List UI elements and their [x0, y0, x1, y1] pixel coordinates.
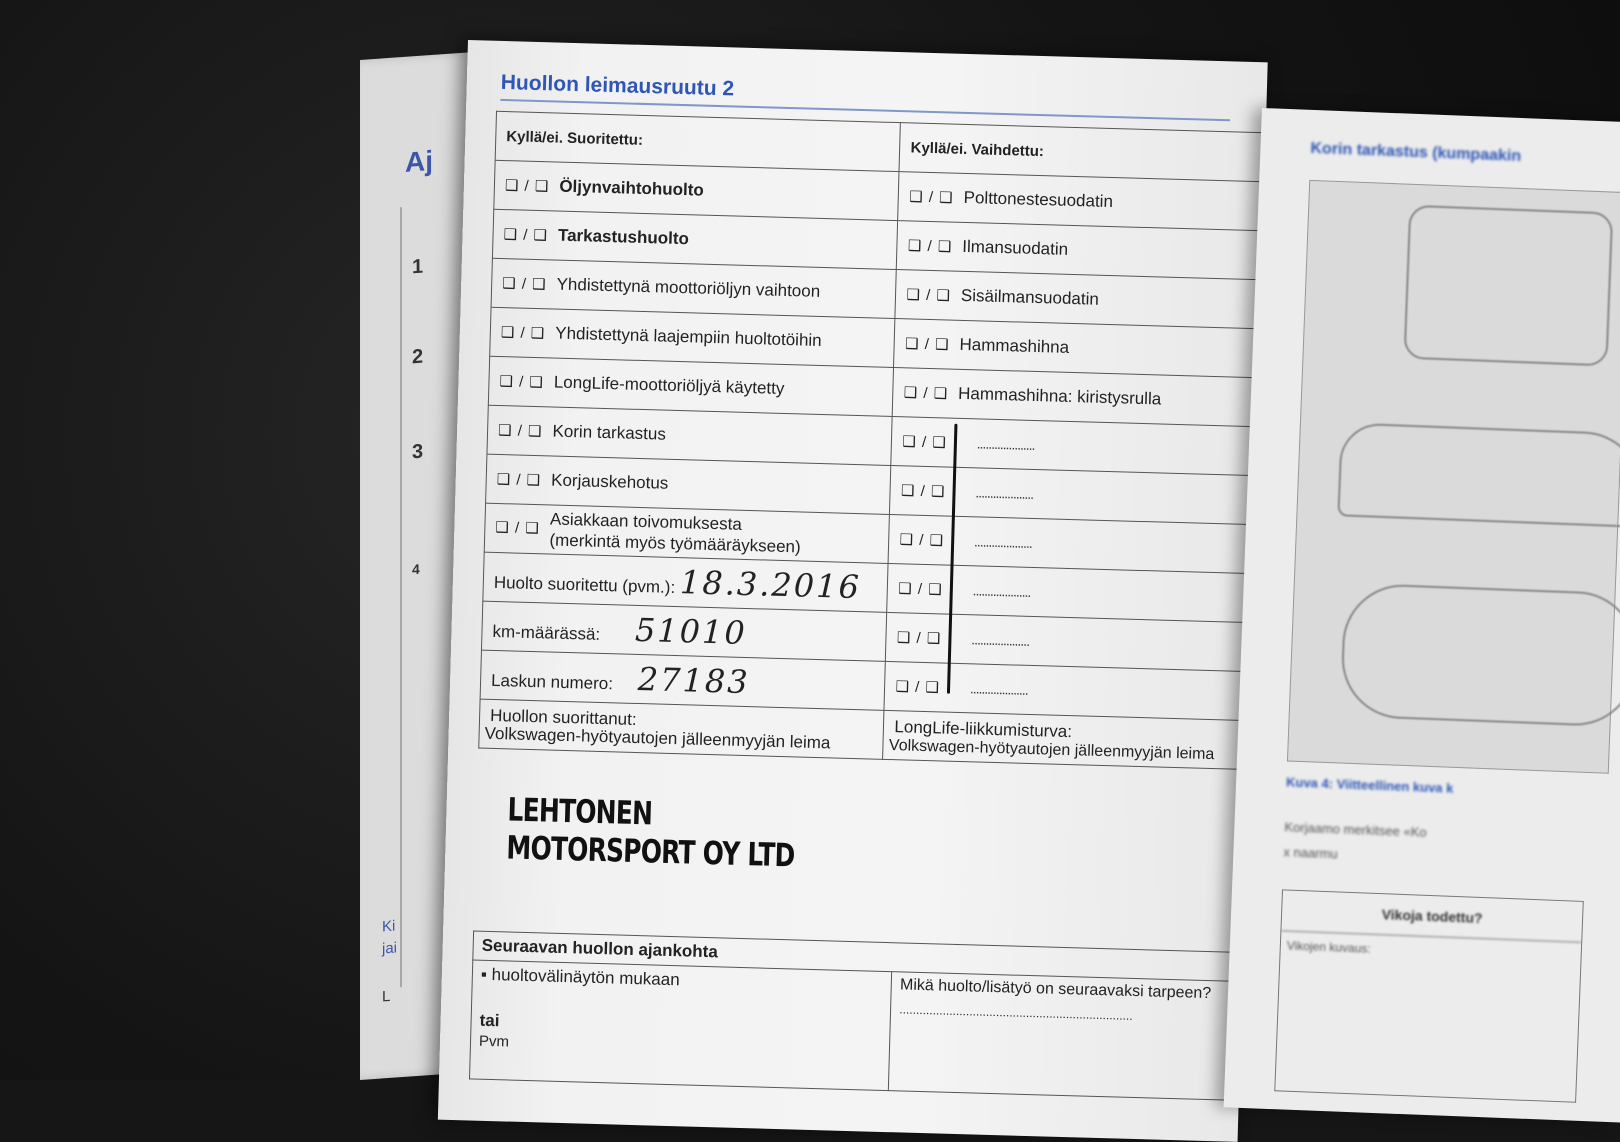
- performed-by-label: Huollon suorittanut:: [489, 705, 637, 729]
- dealer-stamp: LEHTONEN MOTORSPORT OY LTD: [505, 790, 796, 875]
- next-service-left: [469, 960, 891, 1091]
- checkbox-pair[interactable]: ❑ / ❑: [898, 580, 943, 599]
- checkbox-pair[interactable]: ❑ / ❑: [909, 188, 954, 207]
- checkbox-pair[interactable]: ❑ / ❑: [503, 226, 549, 245]
- checkbox-pair[interactable]: ❑ / ❑: [504, 177, 550, 196]
- diagram-caption: Kuva 4: Viitteellinen kuva k: [1285, 774, 1454, 796]
- next-service-table: [469, 930, 1243, 1100]
- service-date-label: Huolto suoritettu (pvm.):: [493, 572, 676, 597]
- left-page-footer: Ki: [382, 917, 396, 936]
- checkbox-pair[interactable]: ❑ / ❑: [495, 519, 541, 538]
- checkbox-pair[interactable]: ❑ / ❑: [500, 324, 546, 343]
- item-label: Asiakkaan toivomuksesta: [549, 509, 743, 534]
- checkbox-pair[interactable]: ❑ / ❑: [499, 373, 545, 392]
- item-label: Öljynvaihtohuolto: [559, 176, 705, 200]
- van-rear-view: [1403, 205, 1613, 367]
- left-page-heading: Aj: [405, 144, 433, 178]
- invoice-label: Laskun numero:: [490, 670, 614, 694]
- left-page-footer: L: [382, 987, 391, 1006]
- next-service-right: [889, 972, 1242, 1101]
- next-service-option: huoltovälinäytön mukaan: [491, 965, 680, 990]
- defects-box-header: Vikoja todettu?: [1281, 890, 1582, 942]
- longlife-cell: [883, 710, 1249, 769]
- checkbox-pair[interactable]: ❑ / ❑: [906, 286, 952, 305]
- next-service-or: tai: [479, 1010, 500, 1031]
- tab-number: 3: [412, 440, 424, 464]
- defects-box-description: Vikojen kuvaus:: [1286, 938, 1371, 956]
- tab-number: 2: [412, 345, 424, 369]
- checkbox-pair[interactable]: ❑ / ❑: [904, 335, 950, 354]
- service-date-handwritten[interactable]: 18.3.2016: [679, 563, 862, 607]
- checkbox-pair[interactable]: ❑ / ❑: [900, 482, 946, 501]
- left-page-tabs: [400, 204, 442, 987]
- blank-line: ....................: [972, 582, 1031, 600]
- km-handwritten[interactable]: 51010: [634, 610, 748, 653]
- blank-line: ....................: [976, 435, 1035, 453]
- dealer-stamp-label-right: Volkswagen-hyötyautojen jälleenmyyjän leima: [888, 737, 1215, 764]
- checkbox-pair[interactable]: ❑ / ❑: [895, 678, 941, 697]
- left-page-footer: jai: [382, 939, 398, 958]
- next-service-date-label: Pvm: [478, 1032, 510, 1051]
- invoice-handwritten[interactable]: 27183: [637, 659, 751, 702]
- checkbox-pair[interactable]: ❑ / ❑: [497, 421, 543, 441]
- item-label: Ilmansuodatin: [962, 236, 1069, 259]
- checkbox-pair[interactable]: ❑ / ❑: [903, 384, 949, 403]
- checkbox-pair[interactable]: ❑ / ❑: [496, 470, 542, 490]
- page-title: Huollon leimausruutu 2: [500, 70, 735, 101]
- performed-by-cell: [479, 699, 885, 875]
- checkbox-pair[interactable]: ❑ / ❑: [902, 433, 948, 452]
- service-table: [478, 111, 1266, 875]
- vehicle-diagram: [1287, 180, 1620, 774]
- item-label: LongLife-moottoriöljyä käytetty: [553, 372, 785, 398]
- checkbox-pair[interactable]: ❑ / ❑: [899, 531, 945, 550]
- van-top-view: [1340, 583, 1620, 728]
- item-label: Yhdistettynä moottoriöljyn vaihtoon: [556, 274, 821, 301]
- item-label: (merkintä myös työmääräykseen): [549, 530, 801, 557]
- next-service-question: Mikä huolto/lisätyö on seuraavaksi tarpeen?: [899, 976, 1212, 1003]
- right-page-note: x naarmu: [1283, 844, 1338, 862]
- blank-line: ....................: [969, 680, 1028, 698]
- blank-line: ....................: [973, 533, 1033, 551]
- item-label: Korin tarkastus: [552, 421, 667, 444]
- right-page-title: Korin tarkastus (kumpaakin: [1310, 139, 1522, 165]
- service-stamp-page: [438, 40, 1268, 1142]
- tab-number: 1: [412, 255, 424, 279]
- next-service-title: Seuraavan huollon ajankohta: [473, 931, 1243, 981]
- longlife-label: LongLife-liikkumisturva:: [894, 717, 1073, 742]
- defects-box: [1274, 889, 1584, 1102]
- item-label: Polttonestesuodatin: [963, 187, 1114, 212]
- blank-line: ....................: [971, 631, 1030, 649]
- item-label: Tarkastushuolto: [557, 225, 690, 249]
- blank-line: ....................: [975, 484, 1034, 502]
- van-side-view: [1337, 422, 1620, 528]
- tab-number: 4: [412, 560, 420, 578]
- item-label: Sisäilmansuodatin: [960, 285, 1100, 309]
- checkbox-pair[interactable]: ❑ / ❑: [907, 237, 953, 256]
- right-page: [1224, 108, 1620, 1123]
- header-performed: Kyllä/ei. Suoritettu:: [495, 111, 901, 171]
- item-label: Hammashihna: [959, 334, 1070, 357]
- header-replaced: Kyllä/ei. Vaihdettu:: [899, 123, 1265, 182]
- checkbox-pair[interactable]: ❑ / ❑: [501, 275, 547, 294]
- checkbox-icon[interactable]: ▪: [480, 964, 488, 984]
- next-service-dots: ......................................................................: [899, 1002, 1133, 1023]
- dealer-stamp-label: Volkswagen-hyötyautojen jälleenmyyjän leima: [484, 723, 831, 753]
- item-label: Korjauskehotus: [550, 470, 669, 493]
- item-label: Hammashihna: kiristysrulla: [957, 383, 1162, 409]
- item-label: Yhdistettynä laajempiin huoltotöihin: [554, 323, 822, 350]
- km-label: km-määrässä:: [492, 621, 601, 644]
- checkbox-pair[interactable]: ❑ / ❑: [896, 629, 942, 648]
- right-page-note: Korjaamo merkitsee «Ko: [1284, 819, 1427, 840]
